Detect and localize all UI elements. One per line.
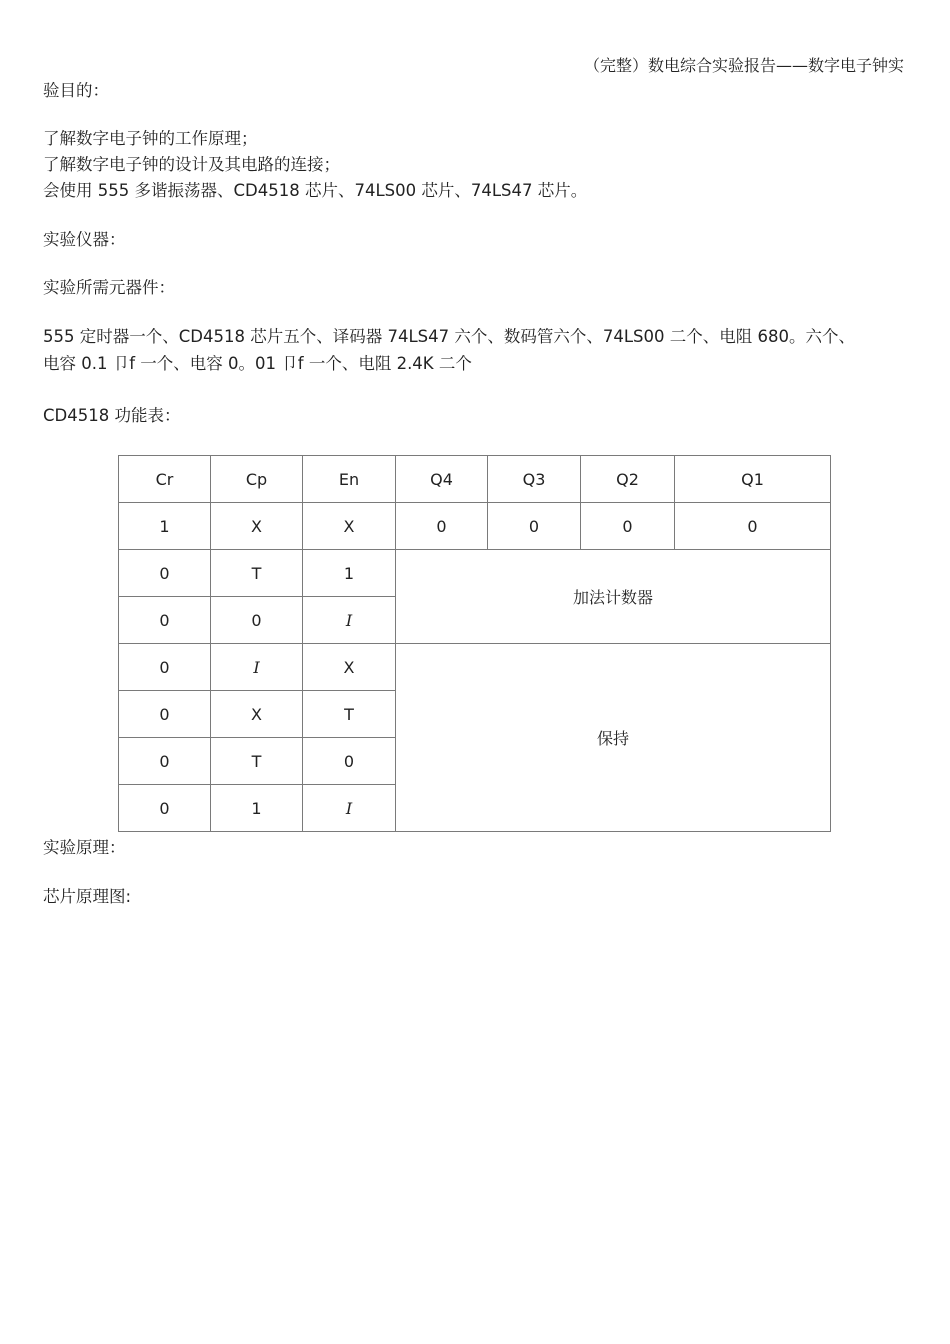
table-cell: 0 — [119, 691, 211, 738]
components-list-line: 电容 0.1 卩f 一个、电容 0。01 卩f 一个、电阻 2.4K 二个 — [43, 354, 472, 373]
table-cell: 0 — [581, 503, 675, 550]
header-cell-cr: Cr — [119, 456, 211, 503]
purpose-heading: 验目的： — [43, 81, 109, 100]
cd4518-function-table — [118, 455, 831, 832]
table-cell: 1 — [119, 503, 211, 550]
principle-heading: 实验原理： — [43, 838, 126, 857]
table-cell: T — [211, 738, 303, 785]
table-cell: 0 — [119, 597, 211, 644]
table-cell: 0 — [211, 597, 303, 644]
table-cell: X — [211, 503, 303, 550]
chip-diagram-heading: 芯片原理图: — [43, 887, 132, 906]
table-cell: I — [211, 644, 303, 691]
table-cell: 0 — [119, 550, 211, 597]
table-header-row — [119, 456, 831, 503]
table-row-hold — [119, 644, 831, 691]
table-cell: X — [303, 644, 396, 691]
purpose-item: 了解数字电子钟的工作原理； — [43, 129, 258, 148]
table-cell: I — [303, 785, 396, 832]
instruments-heading: 实验仪器： — [43, 230, 126, 249]
table-cell: X — [211, 691, 303, 738]
table-cell: 1 — [211, 785, 303, 832]
header-cell-en: En — [303, 456, 396, 503]
table-row-reset — [119, 503, 831, 550]
components-heading: 实验所需元器件： — [43, 278, 175, 297]
table-cell: 0 — [119, 785, 211, 832]
header-cell-q4: Q4 — [396, 456, 488, 503]
table-cell: 0 — [675, 503, 831, 550]
document-header-title: （完整）数电综合实验报告——数字电子钟实 — [583, 56, 904, 75]
count-mode-label: 加法计数器 — [396, 550, 831, 644]
header-cell-q1: Q1 — [675, 456, 831, 503]
hold-mode-label: 保持 — [396, 644, 831, 832]
table-cell: I — [303, 597, 396, 644]
table-cell: 0 — [119, 644, 211, 691]
table-cell: T — [211, 550, 303, 597]
table-cell: 0 — [488, 503, 581, 550]
header-cell-cp: Cp — [211, 456, 303, 503]
table-cell: T — [303, 691, 396, 738]
header-cell-q3: Q3 — [488, 456, 581, 503]
table-cell: X — [303, 503, 396, 550]
purpose-item: 了解数字电子钟的设计及其电路的连接； — [43, 155, 340, 174]
table-cell: 0 — [303, 738, 396, 785]
table-cell: 0 — [396, 503, 488, 550]
header-cell-q2: Q2 — [581, 456, 675, 503]
function-table-heading: CD4518 功能表： — [43, 406, 181, 425]
purpose-item: 会使用 555 多谐振荡器、CD4518 芯片、74LS00 芯片、74LS47 芯片。 — [43, 181, 588, 200]
components-list-line: 555 定时器一个、CD4518 芯片五个、译码器 74LS47 六个、数码管六个、74LS00 二个、电阻 680。六个、 — [43, 327, 855, 346]
table-cell: 1 — [303, 550, 396, 597]
table-row-count — [119, 550, 831, 597]
table-cell: 0 — [119, 738, 211, 785]
